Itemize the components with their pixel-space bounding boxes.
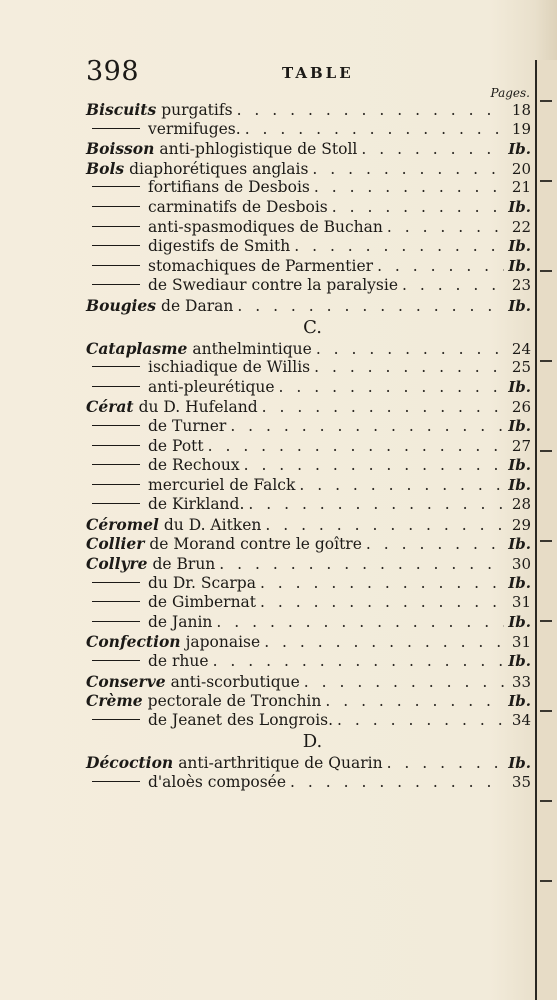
entry-heading: Collier bbox=[86, 534, 145, 554]
entry-page-number: Ib. bbox=[508, 612, 531, 631]
entry-text: du D. Hufeland bbox=[138, 398, 258, 417]
entry-page-number: 35 bbox=[511, 773, 531, 791]
entry-page-number: 25 bbox=[511, 358, 531, 377]
ditto-dash bbox=[92, 265, 140, 266]
entry-heading: Cérat bbox=[86, 397, 134, 417]
entry-heading: Bols bbox=[86, 158, 125, 178]
dot-leader bbox=[260, 574, 504, 594]
toc-entry bbox=[86, 198, 531, 218]
pages-column-label: Pages. bbox=[490, 86, 530, 100]
dot-leader bbox=[314, 358, 505, 378]
dot-leader bbox=[402, 276, 505, 296]
edge-mark bbox=[540, 620, 552, 622]
dot-leader bbox=[213, 652, 505, 672]
entry-text: pectorale de Tronchin bbox=[147, 692, 322, 711]
entry-text: digestifs de Smith bbox=[148, 237, 291, 256]
entry-heading: Boisson bbox=[86, 139, 155, 159]
entry-page-number: 28 bbox=[511, 495, 531, 514]
entry-text: de Morand contre le goître bbox=[149, 535, 362, 554]
dot-leader bbox=[237, 297, 504, 317]
entry-page-number: 19 bbox=[511, 119, 531, 138]
dot-leader bbox=[290, 773, 505, 793]
dot-leader bbox=[387, 218, 505, 238]
entry-text: de Swediaur contre la paralysie bbox=[148, 276, 398, 295]
entry-text: anti-spasmodiques de Buchan bbox=[148, 217, 383, 236]
dot-leader bbox=[332, 198, 505, 218]
dot-leader bbox=[265, 516, 505, 536]
entry-page-number: 27 bbox=[511, 436, 531, 455]
entry-page-number: 24 bbox=[511, 339, 531, 358]
ditto-dash bbox=[92, 128, 140, 129]
toc-entry bbox=[86, 495, 531, 515]
dot-leader bbox=[294, 237, 504, 257]
toc-entry bbox=[86, 476, 531, 496]
dot-leader bbox=[361, 140, 504, 160]
ditto-dash bbox=[92, 601, 140, 602]
page-header bbox=[86, 56, 536, 100]
dot-leader bbox=[377, 257, 504, 277]
toc-entry bbox=[86, 120, 531, 140]
entry-page-number: Ib. bbox=[508, 237, 531, 256]
entry-text: anti-scorbutique bbox=[170, 672, 300, 691]
entry-heading: Confection bbox=[86, 632, 181, 652]
ditto-dash bbox=[92, 226, 140, 227]
dot-leader bbox=[337, 711, 505, 731]
table-of-contents bbox=[86, 100, 531, 793]
entry-page-number: 31 bbox=[511, 633, 531, 652]
dot-leader bbox=[314, 178, 505, 198]
ditto-dash bbox=[92, 621, 140, 622]
dot-leader bbox=[299, 476, 504, 496]
toc-entry bbox=[86, 100, 531, 120]
edge-mark bbox=[540, 360, 552, 362]
edge-mark bbox=[540, 800, 552, 802]
entry-text: de Pott bbox=[148, 436, 204, 455]
edge-mark bbox=[540, 270, 552, 272]
page-number: 398 bbox=[86, 56, 140, 87]
ditto-dash bbox=[92, 366, 140, 367]
entry-page-number: 34 bbox=[511, 710, 531, 729]
section-letter: D. bbox=[302, 731, 323, 753]
ditto-dash bbox=[92, 660, 140, 661]
toc-entry bbox=[86, 237, 531, 257]
ditto-dash bbox=[92, 484, 140, 485]
toc-entry bbox=[86, 257, 531, 277]
dot-leader bbox=[264, 633, 505, 653]
dot-leader bbox=[366, 535, 504, 555]
ditto-dash bbox=[92, 582, 140, 583]
entry-text: ischiadique de Willis bbox=[148, 358, 311, 377]
entry-page-number: Ib. bbox=[508, 652, 531, 671]
entry-text: du Dr. Scarpa bbox=[148, 573, 256, 592]
dot-leader bbox=[219, 555, 505, 575]
toc-entry bbox=[86, 437, 531, 457]
toc-entry bbox=[86, 218, 531, 238]
entry-page-number: Ib. bbox=[508, 475, 531, 494]
toc-entry bbox=[86, 652, 531, 672]
entry-heading: Bougies bbox=[86, 295, 157, 315]
ditto-dash bbox=[92, 425, 140, 426]
entry-heading: Cataplasme bbox=[86, 338, 188, 358]
entry-page-number: 26 bbox=[511, 398, 531, 417]
entry-page-number: Ib. bbox=[508, 377, 531, 396]
dot-leader bbox=[316, 340, 505, 360]
entry-page-number: Ib. bbox=[508, 197, 531, 216]
next-page-edge bbox=[535, 60, 557, 1000]
entry-text: mercuriel de Falck bbox=[148, 475, 296, 494]
entry-text: de Brun bbox=[152, 555, 216, 574]
entry-page-number: Ib. bbox=[508, 140, 531, 159]
entry-heading: Biscuits bbox=[86, 100, 157, 119]
running-title: TABLE bbox=[282, 64, 354, 82]
dot-leader bbox=[260, 593, 505, 613]
entry-page-number: 31 bbox=[511, 593, 531, 612]
entry-text: anthelmintique bbox=[192, 339, 312, 358]
dot-leader bbox=[244, 456, 505, 476]
entry-page-number: 21 bbox=[511, 178, 531, 197]
toc-entry bbox=[86, 773, 531, 793]
ditto-dash bbox=[92, 445, 140, 446]
entry-text: de Daran bbox=[161, 296, 234, 315]
toc-entry bbox=[86, 515, 531, 535]
toc-entry bbox=[86, 339, 531, 359]
toc-entry bbox=[86, 417, 531, 437]
toc-entry bbox=[86, 632, 531, 652]
ditto-dash bbox=[92, 186, 140, 187]
section-letter: C. bbox=[303, 316, 322, 338]
entry-heading: Décoction bbox=[86, 753, 174, 773]
dot-leader bbox=[279, 378, 505, 398]
dot-leader bbox=[216, 613, 504, 633]
entry-text: japonaise bbox=[185, 633, 261, 652]
entry-text: anti-arthritique de Quarin bbox=[178, 754, 383, 773]
edge-mark bbox=[540, 180, 552, 182]
dot-leader bbox=[230, 417, 504, 437]
entry-page-number: Ib. bbox=[508, 573, 531, 592]
toc-entry bbox=[86, 613, 531, 633]
entry-text: vermifuges. bbox=[148, 119, 241, 138]
entry-page-number: 33 bbox=[511, 672, 531, 691]
entry-text: de Rechoux bbox=[148, 456, 240, 475]
ditto-dash bbox=[92, 386, 140, 387]
entry-text: de rhue bbox=[148, 652, 209, 671]
ditto-dash bbox=[92, 781, 140, 782]
entry-heading: Céromel bbox=[86, 514, 159, 534]
entry-page-number: 22 bbox=[511, 217, 531, 236]
edge-mark bbox=[540, 540, 552, 542]
ditto-dash bbox=[92, 284, 140, 285]
toc-entry bbox=[86, 554, 531, 574]
entry-text: diaphorétiques anglais bbox=[129, 159, 309, 178]
dot-leader bbox=[304, 673, 505, 693]
toc-entry bbox=[86, 397, 531, 417]
entry-page-number: Ib. bbox=[508, 416, 531, 435]
toc-entry bbox=[86, 672, 531, 692]
entry-page-number: Ib. bbox=[508, 456, 531, 475]
toc-entry bbox=[86, 276, 531, 296]
entry-page-number: 29 bbox=[511, 515, 531, 534]
entry-text: de Gimbernat bbox=[148, 593, 257, 612]
entry-text: fortifians de Desbois bbox=[148, 178, 310, 197]
toc-entry bbox=[86, 456, 531, 476]
entry-text: stomachiques de Parmentier bbox=[148, 256, 374, 275]
toc-entry bbox=[86, 296, 531, 316]
entry-page-number: Ib. bbox=[508, 296, 531, 315]
entry-text: purgatifs bbox=[161, 101, 233, 119]
dot-leader bbox=[387, 754, 505, 774]
toc-entry bbox=[86, 159, 531, 179]
entry-text: anti-phlogistique de Stoll bbox=[159, 140, 358, 159]
dot-leader bbox=[325, 692, 504, 712]
entry-text: de Jeanet des Longrois. bbox=[148, 710, 334, 729]
dot-leader bbox=[208, 437, 505, 457]
ditto-dash bbox=[92, 503, 140, 504]
dot-leader bbox=[262, 398, 505, 418]
toc-entry bbox=[86, 139, 531, 159]
entry-text: anti-pleurétique bbox=[148, 377, 275, 396]
entry-text: de Turner bbox=[148, 416, 227, 435]
dot-leader bbox=[248, 495, 505, 515]
entry-text: du D. Aitken bbox=[163, 515, 262, 534]
edge-mark bbox=[540, 710, 552, 712]
entry-text: de Janin bbox=[148, 612, 213, 631]
entry-page-number: 20 bbox=[511, 159, 531, 178]
ditto-dash bbox=[92, 464, 140, 465]
entry-page-number: 30 bbox=[511, 555, 531, 574]
entry-heading: Collyre bbox=[86, 554, 148, 574]
dot-leader bbox=[237, 101, 505, 121]
entry-page-number: Ib. bbox=[508, 256, 531, 275]
entry-page-number: Ib. bbox=[508, 692, 531, 711]
entry-page-number: 23 bbox=[511, 276, 531, 295]
entry-page-number: Ib. bbox=[508, 754, 531, 773]
toc-entry bbox=[86, 753, 531, 773]
toc-entry bbox=[86, 711, 531, 731]
edge-mark bbox=[540, 450, 552, 452]
entry-page-number: 18 bbox=[511, 101, 531, 119]
ditto-dash bbox=[92, 245, 140, 246]
entry-page-number: Ib. bbox=[508, 535, 531, 554]
toc-entry bbox=[86, 178, 531, 198]
toc-entry bbox=[86, 691, 531, 711]
toc-entry bbox=[86, 534, 531, 554]
edge-mark bbox=[540, 100, 552, 102]
dot-leader bbox=[312, 160, 505, 180]
entry-heading: Conserve bbox=[86, 671, 166, 691]
toc-entry bbox=[86, 574, 531, 594]
toc-entry bbox=[86, 358, 531, 378]
edge-mark bbox=[540, 880, 552, 882]
dot-leader bbox=[245, 120, 505, 140]
entry-text: d'aloès composée bbox=[148, 773, 287, 791]
entry-heading: Crème bbox=[86, 691, 143, 711]
toc-entry bbox=[86, 593, 531, 613]
entry-text: de Kirkland. bbox=[148, 495, 245, 514]
entry-text: carminatifs de Desbois bbox=[148, 197, 328, 216]
toc-entry bbox=[86, 378, 531, 398]
ditto-dash bbox=[92, 719, 140, 720]
ditto-dash bbox=[92, 206, 140, 207]
